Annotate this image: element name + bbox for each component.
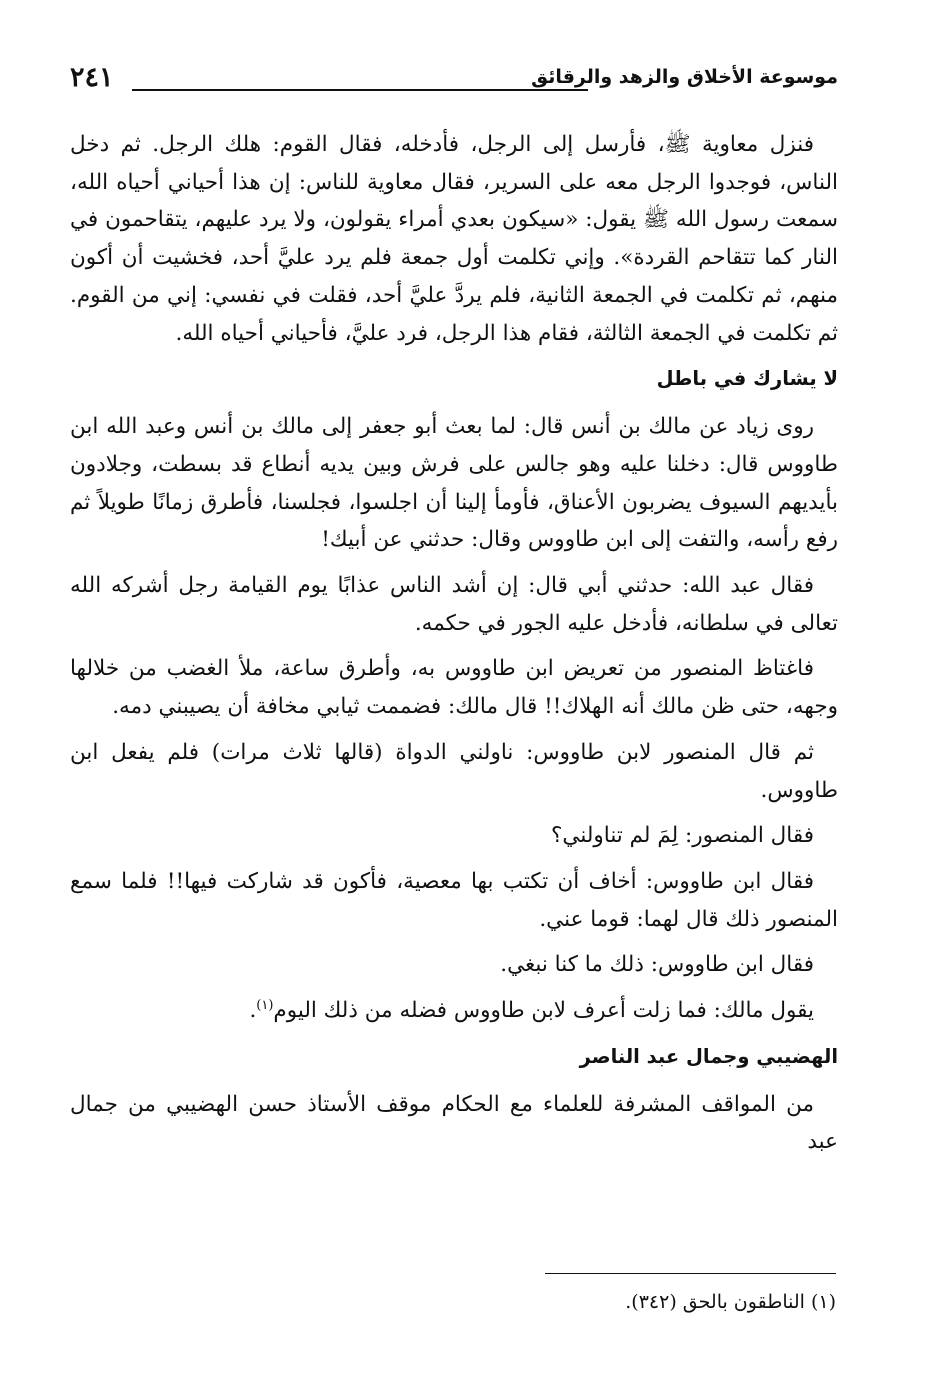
section-heading-hudaybi: الهضيبي وجمال عبد الناصر (579, 1044, 838, 1068)
paragraph-malik-saying: يقول مالك: فما زلت أعرف لابن طاووس فضله من ذلك اليوم$^{(١)}$. (249, 997, 814, 1024)
page-number: ٢٤١ (70, 62, 114, 93)
header-rule (132, 89, 588, 91)
paragraph-tawus-reply: فقال ابن طاووس: ذلك ما كنا نبغي. (500, 952, 814, 978)
running-header (70, 62, 838, 102)
section-heading-no-partnership: لا يشارك في باطل (656, 367, 838, 391)
paragraph-hudaybi-intro: من المواقف المشرفة للعلماء مع الحكام موقف الأستاذ حسن الهضيبي من جمال عبد (70, 1091, 838, 1155)
paragraph-tawus-answer: فقال ابن طاووس: أخاف أن تكتب بها معصية، فأكون قد شاركت فيها!! فلما سمع المنصور ذلك قال لهما: قوما عني. (70, 868, 838, 932)
paragraph-abdullah-hadith: فقال عبد الله: حدثني أبي قال: إن أشد الناس عذابًا يوم القيامة رجل أشركه الله تعالى في سلطانه، فأدخل عليه الجور في حكمه. (70, 573, 838, 636)
paragraph-muawiya: فنزل معاوية ﷺ، فأرسل إلى الرجل، فأدخله، فقال القوم: هلك الرجل. ثم دخل الناس، فوجدوا الرجل معه على السرير، فقال معاوية للناس: إن هذا أحياني أحياه الله، سمعت رسول الله ﷺ يقول: «سيكون بعدي أمراء يقولون، ولا يرد عليهم، يتقاحمون في النار كما تتقاحم القردة». وإني تكلمت أول جمعة فلم يرد عليَّ أحد، فخشيت أن أكون منهم، ثم تكلمت في الجمعة الثانية، فلم يردَّ عليَّ أحد، فقلت في نفسي: إني من القوم. ثم تكلمت في الجمعة الثالثة، فقام هذا الرجل، فرد عليَّ، فأحياني أحياه الله. (70, 132, 838, 346)
paragraph-mansur-anger: فاغتاظ المنصور من تعريض ابن طاووس به، وأطرق ساعة، ملأ الغضب من خلالها وجهه، حتى ظن مالك أنه الهلاك!! قال مالك: فضممت ثيابي مخافة أن يصيبني دمه. (70, 656, 838, 720)
paragraph-mansur-question: فقال المنصور: لِمَ لم تناولني؟ (551, 823, 814, 849)
page-body (70, 126, 838, 1169)
malik-saying-text: يقول مالك: فما زلت أعرف لابن طاووس فضله من ذلك اليوم (273, 998, 814, 1024)
paragraph-inkwell-request: ثم قال المنصور لابن طاووس: ناولني الدواة (قالها ثلاث مرات) فلم يفعل ابن طاووس. (70, 739, 838, 803)
footnote-separator (545, 1273, 836, 1274)
footnote-reference: (١) (256, 997, 274, 1013)
paragraph-ziyad-narration: روى زياد عن مالك بن أنس قال: لما بعث أبو جعفر إلى مالك بن أنس وعبد الله ابن طاووس قال: دخلنا عليه وهو جالس على فرش وبين يديه أنطاع قد بسطت، وجلادون بأيديهم السيوف يضربون الأعناق، فأومأ إلينا أن اجلسوا، فجلسنا، فأطرق زمانًا طويلاً ثم رفع رأسه، والتفت إلى ابن طاووس وقال: حدثني عن أبيك! (70, 414, 838, 553)
book-title: موسوعة الأخلاق والزهد والرقائق (531, 66, 838, 88)
footnote: (١) الناطقون بالحق (٣٤٢). (625, 1291, 836, 1313)
